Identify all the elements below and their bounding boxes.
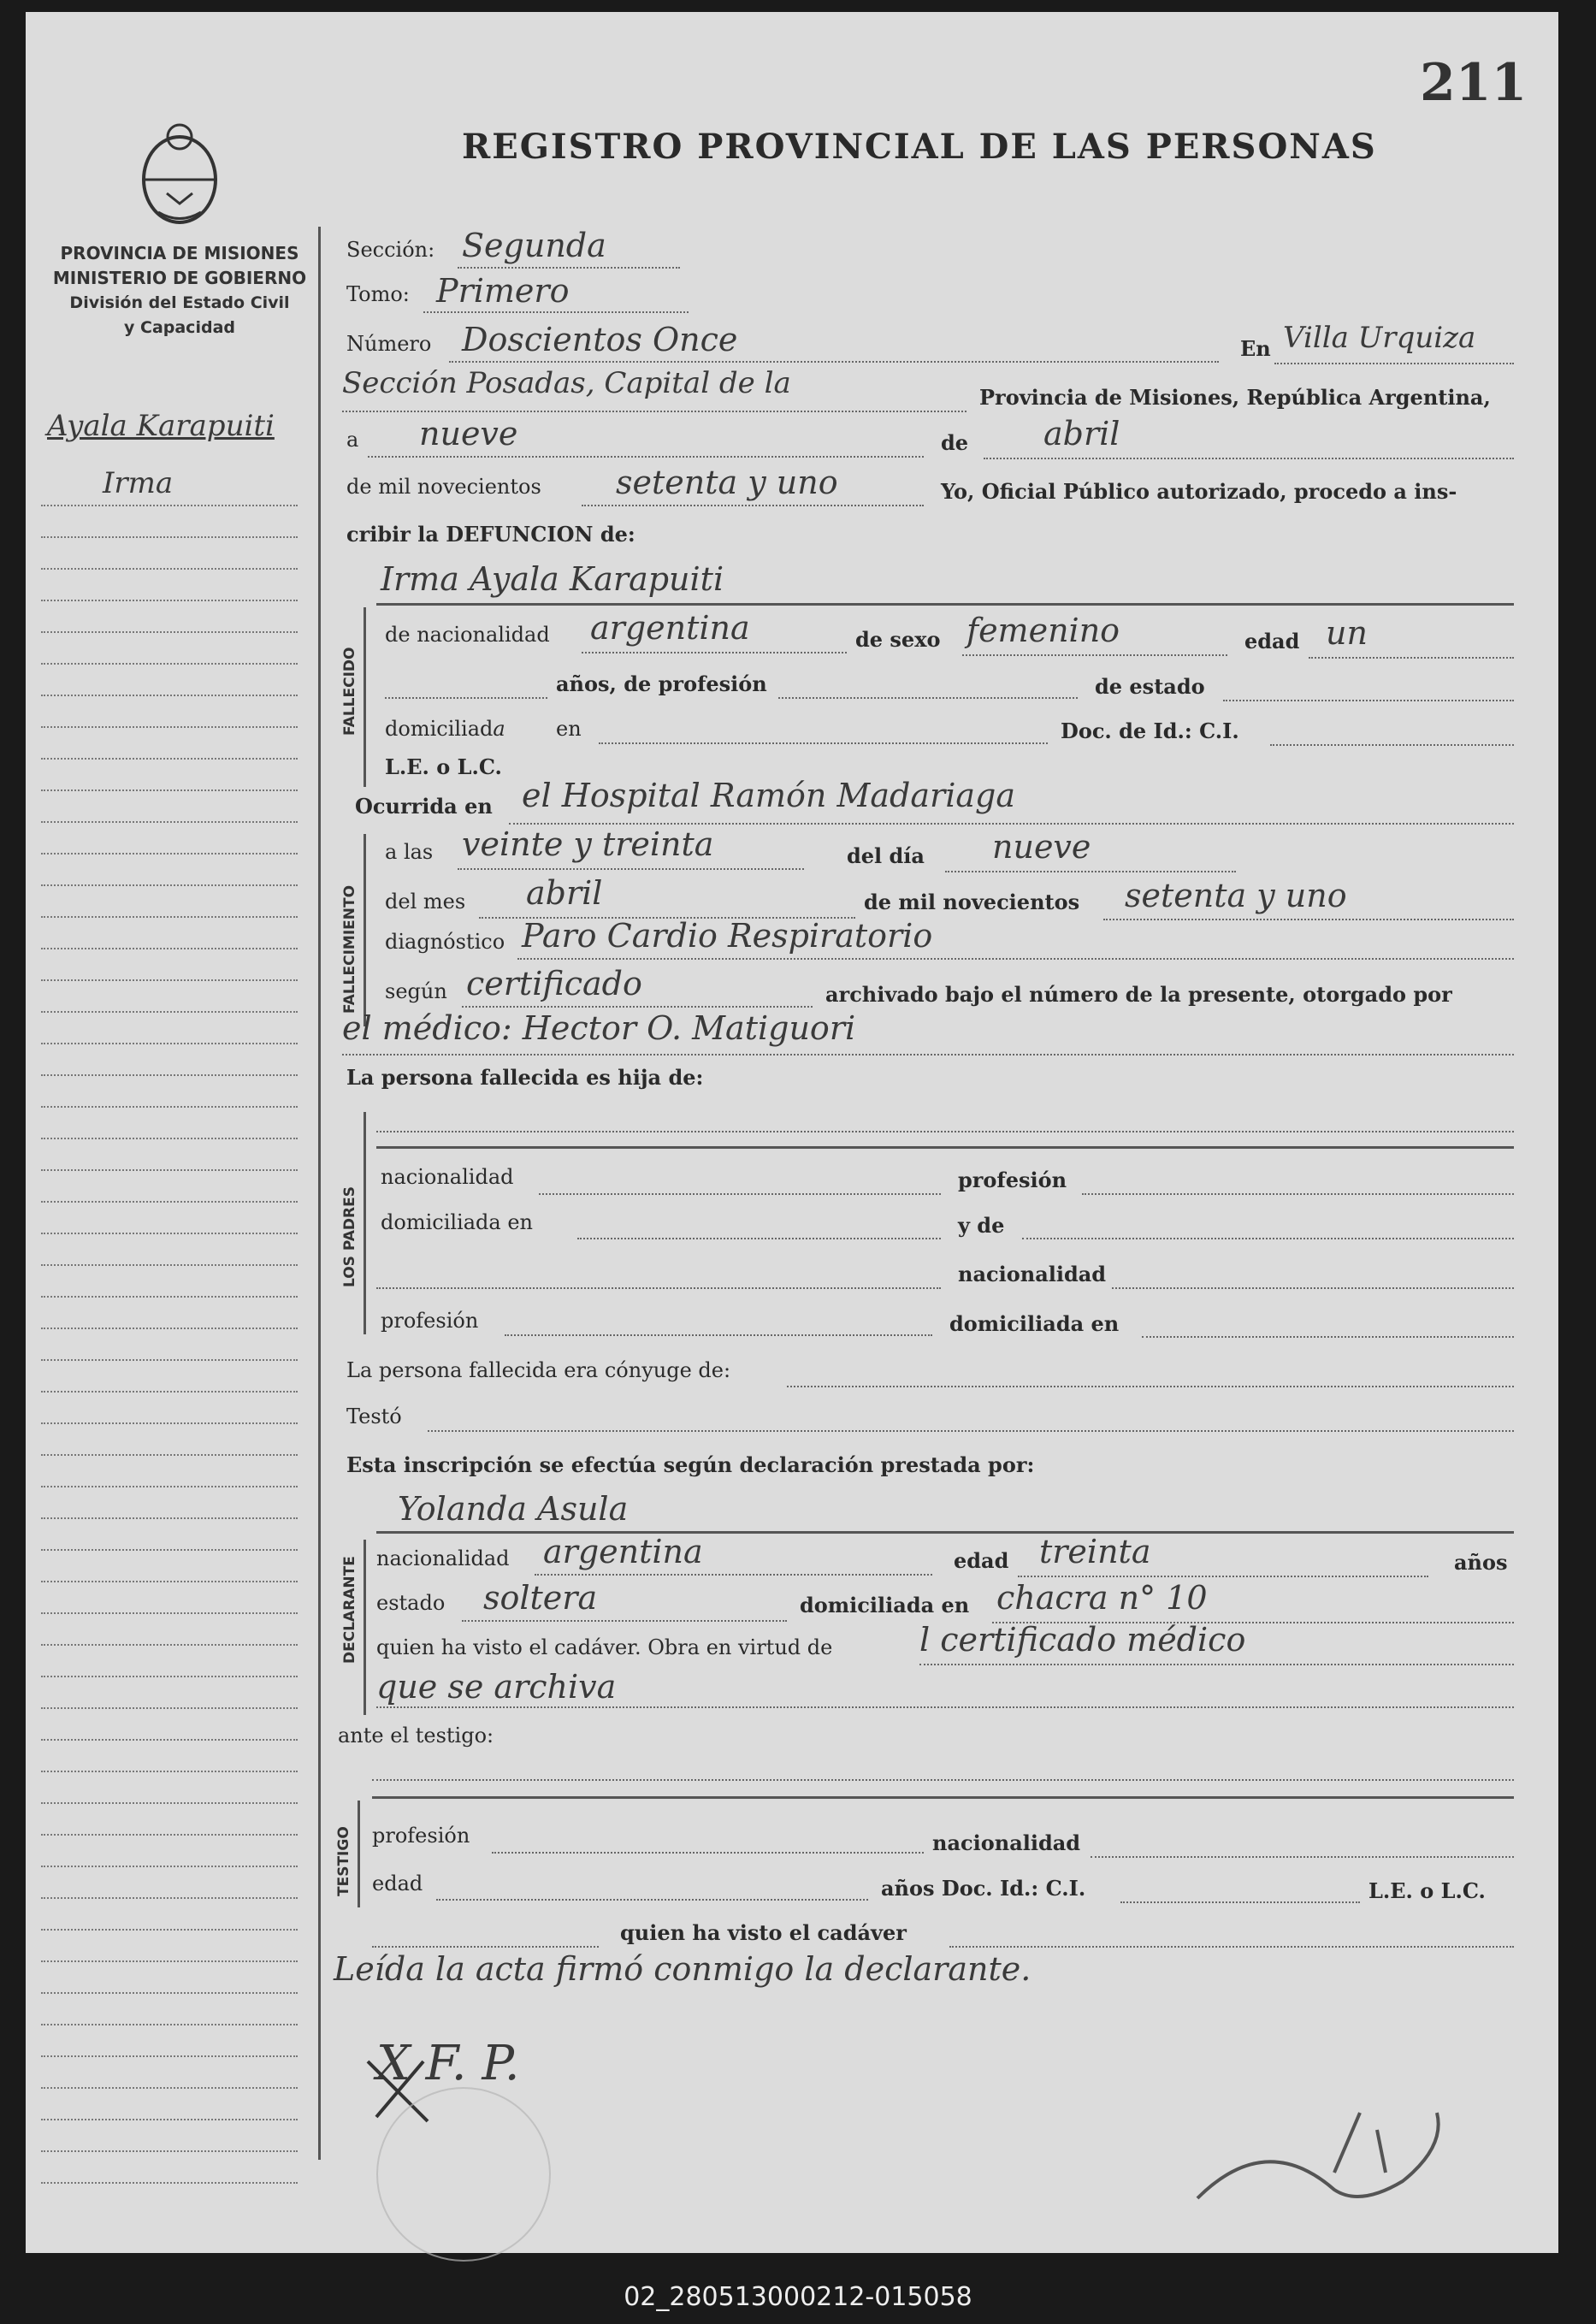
margin-ruled-line — [41, 821, 298, 823]
agency-line: PROVINCIA DE MISIONES — [60, 243, 299, 263]
margin-ruled-line — [41, 1138, 298, 1139]
line-profesion — [778, 697, 1078, 699]
line-t-nac — [1091, 1856, 1514, 1858]
line-p-dom — [577, 1238, 941, 1239]
line-p-prof — [1082, 1193, 1514, 1195]
margin-ruled-line — [41, 568, 298, 570]
line-medico — [342, 1054, 1514, 1056]
value-hora: veinte y treinta — [462, 825, 714, 863]
label-d-edad: edad — [954, 1548, 1009, 1573]
margin-ruled-line — [41, 1359, 298, 1361]
label-del-dia: del día — [847, 843, 925, 868]
margin-ruled-line — [41, 1074, 298, 1076]
label-a: a — [346, 428, 359, 452]
margin-ruled-line — [41, 663, 298, 665]
line-d-virtud — [919, 1664, 1514, 1665]
image-footer-id: 02_280513000212-015058 — [624, 2282, 972, 2312]
line-p-nac2 — [1112, 1287, 1514, 1289]
line-madre — [376, 1287, 941, 1289]
line-ocurrida — [509, 823, 1514, 825]
label-testo: Testó — [346, 1404, 402, 1428]
label-provincia: Provincia de Misiones, República Argentina, — [979, 385, 1491, 410]
line-conyuge — [787, 1386, 1514, 1387]
label-inscripcion: Esta inscripción se efectúa según declaración prestada por: — [346, 1452, 1035, 1477]
margin-ruled-line — [41, 916, 298, 918]
margin-ruled-line — [41, 884, 298, 886]
section-label: LOS PADRES — [341, 1186, 358, 1287]
line-domicilio — [599, 742, 1048, 744]
margin-ruled-line — [41, 1264, 298, 1266]
section-fallecido — [338, 607, 372, 787]
label-estado: de estado — [1095, 674, 1205, 699]
value-d-virtud2: que se archiva — [376, 1668, 617, 1706]
value-domiciliad-suffix: a — [493, 717, 505, 741]
line-p-prof2 — [505, 1334, 932, 1336]
line-anos — [385, 697, 547, 699]
value-ocurrida: el Hospital Ramón Madariaga — [522, 777, 1015, 814]
label-a-las: a las — [385, 840, 434, 864]
value-dia2: nueve — [992, 828, 1091, 866]
margin-ruled-line — [41, 1486, 298, 1487]
margin-ruled-line — [41, 853, 298, 854]
line-t-quien2 — [949, 1946, 1514, 1948]
margin-ruled-line — [41, 2087, 298, 2089]
margin-rule — [318, 227, 321, 2160]
line-p-nac — [539, 1193, 941, 1195]
label-ocurrida: Ocurrida en — [355, 794, 493, 819]
agency-line: MINISTERIO DE GOBIERNO — [52, 268, 307, 288]
value-en: Villa Urquiza — [1283, 321, 1476, 355]
section-bar — [364, 1112, 366, 1334]
value-d-edad: treinta — [1039, 1533, 1151, 1570]
margin-ruled-line — [41, 1296, 298, 1298]
margin-ruled-line — [41, 1929, 298, 1931]
label-d-estado: estado — [376, 1591, 446, 1615]
value-tomo: Primero — [436, 272, 570, 310]
margin-ruled-line — [41, 1043, 298, 1044]
margin-ruled-line — [41, 1612, 298, 1614]
label-seccion: Sección: — [346, 238, 435, 262]
line-numero — [449, 361, 1219, 363]
agency-line: y Capacidad — [124, 318, 235, 337]
line-diagnostico — [517, 958, 1514, 960]
label-t-nac: nacionalidad — [932, 1830, 1081, 1855]
line-d-nac — [535, 1574, 932, 1576]
label-en2: en — [556, 717, 582, 741]
value-diagnostico: Paro Cardio Respiratorio — [522, 917, 933, 955]
document-title: REGISTRO PROVINCIAL DE LAS PERSONAS — [462, 127, 1377, 167]
label-segun: según — [385, 979, 447, 1003]
label-numero: Número — [346, 332, 432, 356]
line-seccion — [458, 267, 680, 269]
margin-ruled-line — [41, 600, 298, 601]
margin-ruled-line — [41, 789, 298, 791]
label-doc: Doc. de Id.: C.I. — [1061, 718, 1239, 743]
label-t-le: L.E. o L.C. — [1368, 1878, 1486, 1903]
label-d-anos: años — [1454, 1550, 1508, 1575]
section-label: TESTIGO — [335, 1826, 352, 1896]
margin-ruled-line — [41, 1454, 298, 1456]
line-dia — [368, 456, 924, 458]
value-numero: Doscientos Once — [462, 321, 738, 358]
label-d-nac: nacionalidad — [376, 1546, 510, 1570]
margin-ruled-line — [41, 726, 298, 728]
value-nacionalidad: argentina — [590, 609, 750, 647]
value-dia: nueve — [419, 415, 518, 452]
margin-ruled-line — [41, 948, 298, 949]
margin-ruled-line — [41, 2150, 298, 2152]
label-t-prof: profesión — [372, 1824, 470, 1848]
margin-ruled-line — [41, 505, 298, 506]
line-testigo — [372, 1779, 1514, 1781]
margin-note-firstname: Irma — [103, 466, 174, 500]
value-d-nac: argentina — [543, 1533, 703, 1570]
section-fallecimiento — [338, 834, 372, 1026]
margin-ruled-line — [41, 1011, 298, 1013]
value-seccion: Segunda — [462, 227, 606, 264]
label-t-anos: años Doc. Id.: C.I. — [881, 1876, 1086, 1901]
value-anio: setenta y uno — [616, 464, 838, 501]
label-t-edad: edad — [372, 1872, 423, 1895]
section-padres — [338, 1112, 372, 1334]
section-label: DECLARANTE — [341, 1556, 358, 1664]
label-de-mil2: de mil novecientos — [864, 890, 1080, 914]
line-anio — [582, 505, 924, 506]
value-d-estado: soltera — [483, 1579, 598, 1617]
margin-ruled-line — [41, 1644, 298, 1646]
margin-ruled-line — [41, 1328, 298, 1329]
value-d-virtud: l certificado médico — [919, 1621, 1246, 1659]
label-p-dom2: domiciliada en — [949, 1311, 1120, 1336]
value-declarante: Yolanda Asula — [398, 1490, 629, 1528]
line-t-doc — [1120, 1901, 1360, 1903]
label-anos-profesion: años, de profesión — [556, 671, 767, 696]
line-hora — [458, 868, 804, 870]
coat-of-arms-icon — [133, 118, 227, 229]
line-t-prof — [492, 1852, 924, 1854]
margin-ruled-line — [41, 1422, 298, 1424]
agency-line: División del Estado Civil — [69, 293, 290, 312]
label-p-nac: nacionalidad — [381, 1165, 514, 1189]
line-t-quien — [372, 1946, 599, 1948]
label-d-dom: domiciliada en — [800, 1593, 970, 1617]
label-de: de — [941, 430, 969, 455]
margin-ruled-line — [41, 631, 298, 633]
margin-ruled-line — [41, 1866, 298, 1867]
value-mes: abril — [1043, 415, 1120, 452]
margin-ruled-line — [41, 1960, 298, 1962]
margin-note-surname: Ayala Karapuiti — [47, 409, 275, 443]
line-segun — [462, 1006, 813, 1008]
margin-ruled-line — [41, 1771, 298, 1772]
margin-ruled-line — [41, 2182, 298, 2184]
line-d-edad — [1018, 1576, 1428, 1577]
line-sexo — [962, 654, 1227, 656]
rule-testigo — [372, 1796, 1514, 1799]
line-tomo — [423, 311, 689, 313]
margin-ruled-line — [41, 758, 298, 760]
label-conyuge: La persona fallecida era cónyuge de: — [346, 1358, 731, 1382]
margin-ruled-line — [41, 2055, 298, 2057]
margin-ruled-line — [41, 1802, 298, 1804]
value-anio2: setenta y uno — [1125, 877, 1347, 914]
value-firma-declarante: X F. P. — [376, 2036, 520, 2091]
label-tomo: Tomo: — [346, 282, 410, 306]
section-bar — [364, 607, 366, 787]
line-estado — [1223, 700, 1514, 701]
margin-ruled-line — [41, 1834, 298, 1836]
line-padre — [376, 1131, 1514, 1132]
line-edad — [1309, 657, 1514, 659]
margin-ruled-line — [41, 2119, 298, 2120]
line-anio2 — [1103, 919, 1514, 920]
section-declarante — [338, 1540, 372, 1715]
margin-ruled-line — [41, 1233, 298, 1234]
label-edad: edad — [1244, 629, 1300, 653]
line-dia2 — [945, 871, 1236, 872]
label-nacionalidad: de nacionalidad — [385, 623, 550, 647]
rule-padre — [376, 1146, 1514, 1149]
label-t-quien: quien ha visto el cadáver — [620, 1920, 907, 1945]
line-t-edad — [436, 1899, 868, 1901]
margin-ruled-line — [41, 695, 298, 696]
label-p-prof2: profesión — [381, 1309, 479, 1333]
margin-ruled-line — [41, 1549, 298, 1551]
label-en: En — [1240, 336, 1271, 361]
value-cierre: Leída la acta firmó conmigo la declarante. — [334, 1950, 1031, 1988]
value-d-dom: chacra n° 10 — [996, 1579, 1208, 1617]
label-domiciliad — [385, 717, 505, 741]
label-cribir: cribir la DEFUNCION de: — [346, 522, 635, 547]
margin-ruled-line — [41, 979, 298, 981]
label-d-quien: quien ha visto el cadáver. Obra en virtud de — [376, 1635, 833, 1659]
label-de-mil: de mil novecientos — [346, 475, 541, 499]
section-label: FALLECIDO — [341, 647, 358, 736]
label-p-prof: profesión — [958, 1168, 1067, 1192]
section-bar — [358, 1801, 360, 1907]
line-mes — [984, 458, 1514, 459]
line-d-estado — [462, 1620, 787, 1622]
label-p-yde: y de — [958, 1213, 1005, 1238]
label-hija: La persona fallecida es hija de: — [346, 1065, 704, 1090]
label-domiciliad-text: domiciliad — [385, 717, 494, 741]
line-nombre — [376, 603, 1514, 606]
margin-ruled-line — [41, 1897, 298, 1899]
label-del-mes: del mes — [385, 890, 466, 914]
margin-ruled-line — [41, 1106, 298, 1108]
margin-ruled-line — [41, 1391, 298, 1393]
value-nombre: Irma Ayala Karapuiti — [381, 560, 724, 598]
margin-ruled-line — [41, 1201, 298, 1203]
label-diagnostico: diagnóstico — [385, 930, 505, 954]
line-en-cont — [342, 411, 966, 412]
official-signature-mark — [1163, 2070, 1505, 2207]
line-nacionalidad — [582, 652, 847, 653]
label-le: L.E. o L.C. — [385, 754, 502, 779]
line-p-yde — [1022, 1238, 1514, 1239]
page-number: 211 — [1420, 53, 1528, 113]
margin-ruled-line — [41, 1707, 298, 1709]
margin-ruled-line — [41, 1676, 298, 1677]
section-testigo — [332, 1801, 366, 1907]
margin-ruled-line — [41, 2024, 298, 2025]
section-bar — [364, 834, 366, 1026]
label-sexo: de sexo — [855, 627, 941, 652]
section-label: FALLECIMIENTO — [341, 884, 358, 1014]
value-mes2: abril — [526, 874, 603, 912]
margin-ruled-line — [41, 1169, 298, 1171]
value-segun: certificado — [466, 965, 642, 1002]
agency-header — [34, 241, 325, 340]
label-p-nac2: nacionalidad — [958, 1262, 1107, 1286]
value-medico: el médico: Hector O. Matiguori — [342, 1009, 856, 1047]
line-doc — [1270, 744, 1514, 746]
label-ante: ante el testigo: — [338, 1724, 494, 1747]
margin-ruled-line — [41, 536, 298, 538]
line-p-dom2 — [1142, 1336, 1514, 1338]
label-archivado: archivado bajo el número de la presente, otorgado por — [825, 982, 1452, 1007]
label-oficial: Yo, Oficial Público autorizado, procedo a ins- — [941, 479, 1457, 504]
line-testo — [428, 1430, 1514, 1432]
official-stamp — [376, 2087, 551, 2262]
margin-ruled-line — [41, 1992, 298, 1994]
value-en-cont: Sección Posadas, Capital de la — [342, 366, 791, 400]
value-sexo: femenino — [966, 612, 1120, 649]
line-en — [1274, 363, 1514, 364]
margin-ruled-line — [41, 1517, 298, 1519]
margin-ruled-line — [41, 1581, 298, 1582]
label-p-dom: domiciliada en — [381, 1210, 533, 1234]
value-edad: un — [1326, 614, 1368, 652]
line-d-virtud2 — [376, 1706, 1514, 1708]
margin-ruled-line — [41, 1739, 298, 1741]
section-bar — [364, 1540, 366, 1715]
